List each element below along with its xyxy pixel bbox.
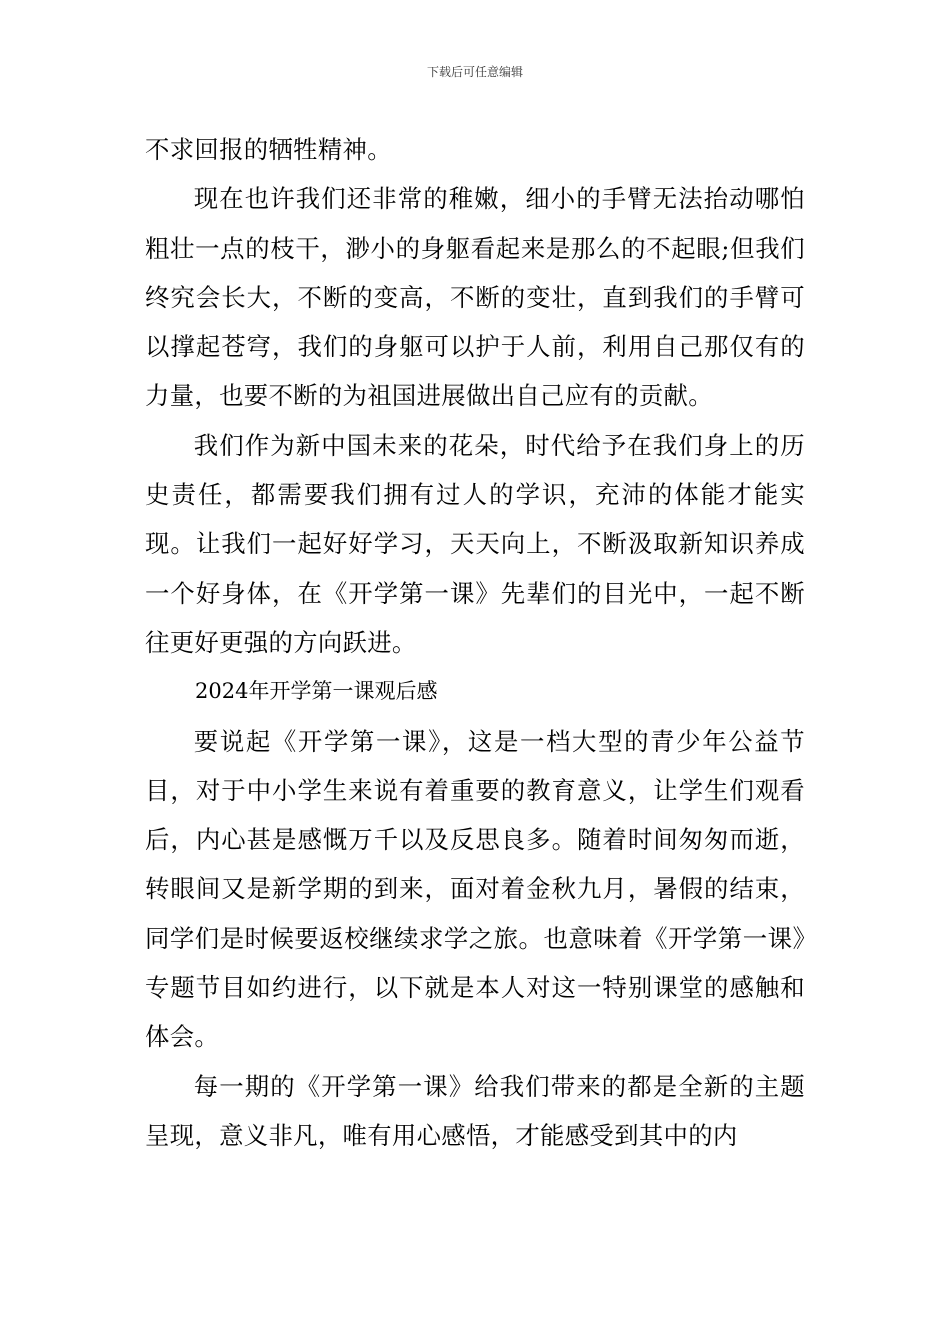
page-header: 下载后可任意编辑 (426, 65, 523, 79)
paragraph-continuation: 不求回报的牺牲精神。 (145, 135, 392, 164)
paragraph: 现在也许我们还非常的稚嫩，细小的手臂无法抬动哪怕粗壮一点的枝干，渺小的身躯看起来是那么的不起眼;但我们终究会长大，不断的变高，不断的变壮，直到我们的手臂可以撑起苍穹，我们的身躯可以护于人前，利用自己那仅有的力量，也要不断的为祖国进展做出自己应有的贡献。 (145, 184, 805, 411)
paragraph: 我们作为新中国未来的花朵，时代给予在我们身上的历史责任，都需要我们拥有过人的学识，充沛的体能才能实现。让我们一起好好学习，天天向上，不断汲取新知识养成一个好身体，在《开学第一课》先辈们的目光中，一起不断往更好更强的方向跃进。 (145, 430, 805, 657)
paragraph: 每一期的《开学第一课》给我们带来的都是全新的主题呈现，意义非凡，唯有用心感悟，才能感受到其中的内 (145, 1071, 805, 1150)
document-body (145, 125, 805, 1160)
paragraph: 要说起《开学第一课》，这是一档大型的青少年公益节目，对于中小学生来说有着重要的教育意义，让学生们观看后，内心甚是感慨万千以及反思良多。随着时间匆匆而逝，转眼间又是新学期的到来，面对着金秋九月，暑假的结束，同学们是时候要返校继续求学之旅。也意味着《开学第一课》专题节目如约进行，以下就是本人对这一特别课堂的感触和体会。 (145, 726, 805, 1052)
section-heading: 2024年开学第一课观后感 (195, 679, 438, 704)
